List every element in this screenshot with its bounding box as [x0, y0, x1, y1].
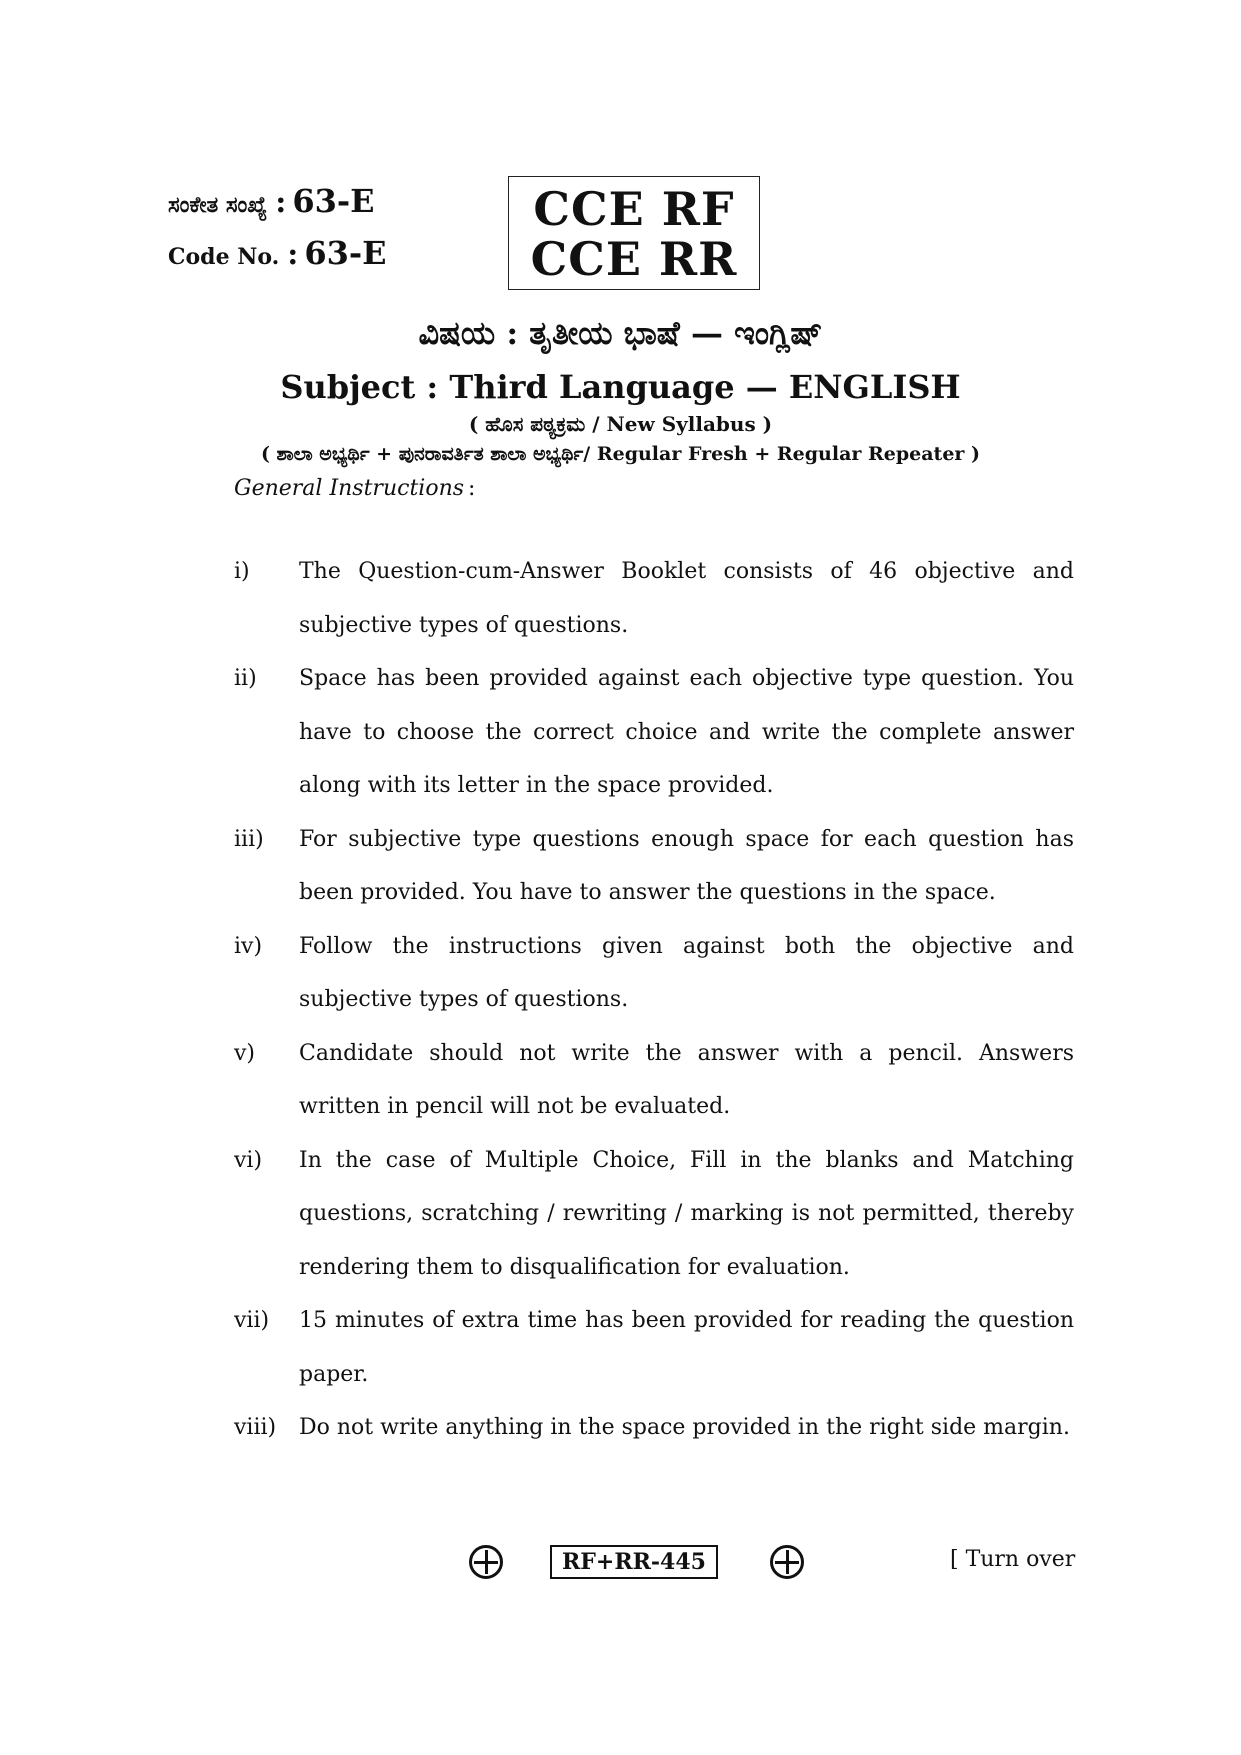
instruction-number: iv): [234, 933, 263, 959]
exam-type-line-2: CCE RR: [530, 232, 738, 286]
code-number-kannada: [168, 182, 375, 220]
code-label-english: Code No.: [168, 244, 280, 270]
general-instructions-colon: :: [468, 476, 476, 501]
instruction-text: Do not write anything in the space provided in the right side margin.: [299, 1415, 1070, 1440]
subject-title-english: Subject : Third Language — ENGLISH: [280, 368, 961, 406]
registration-mark-icon: [469, 1545, 503, 1579]
syllabus-note: ( ಹೊಸ ಪಠ್ಯಕ್ರಮ / New Syllabus ): [468, 412, 773, 436]
general-instructions-title: General Instructions: [234, 476, 465, 501]
code-label-kannada: ಸಂಕೇತ ಸಂಖ್ಯೆ: [168, 192, 268, 218]
instruction-text: In the case of Multiple Choice, Fill in the blanks and Matching questions, scratching / rewriting / marking is not permitted, thereby rendering them to disqualification for evaluation.: [299, 1147, 1074, 1280]
instruction-number: i): [234, 559, 250, 584]
instruction-text: 15 minutes of extra time has been provided for reading the question paper.: [299, 1308, 1074, 1387]
instruction-text: Candidate should not write the answer with a pencil. Answers written in pencil will not be evaluated.: [299, 1040, 1074, 1119]
instruction-item: [234, 920, 1074, 1027]
instructions-list: [234, 545, 1074, 1455]
candidate-type-note: ( ಶಾಲಾ ಅಭ್ಯರ್ಥಿ + ಪುನರಾವರ್ತಿತ ಶಾಲಾ ಅಭ್ಯರ್ಥಿ/ Regular Fresh + Regular Repeater ): [260, 443, 981, 465]
instruction-text: Follow the instructions given against both the objective and subjective types of questions.: [299, 933, 1074, 1012]
instruction-number: ii): [234, 666, 257, 691]
code-separator: :: [287, 237, 299, 272]
instruction-item: [234, 545, 1074, 652]
instruction-text: The Question-cum-Answer Booklet consists of 46 objective and subjective types of questions.: [299, 559, 1074, 638]
code-number-english: [168, 234, 387, 272]
subject-title-kannada: ವಿಷಯ : ತೃತೀಯ ಭಾಷೆ — ಇಂಗ್ಲಿಷ್: [418, 314, 823, 352]
instruction-item: [234, 1294, 1074, 1401]
instruction-item: [234, 813, 1074, 920]
instruction-item: [234, 1134, 1074, 1295]
instruction-number: vi): [234, 1147, 263, 1173]
instruction-item: [234, 1027, 1074, 1134]
instruction-text: Space has been provided against each objective type question. You have to choose the correct choice and write the complete answer along with its letter in the space provided.: [299, 666, 1074, 798]
general-instructions-heading: [234, 476, 475, 501]
instruction-item: [234, 652, 1074, 813]
instruction-number: viii): [234, 1415, 277, 1440]
instruction-item: [234, 1401, 1074, 1455]
paper-code-box: RF+RR-445: [550, 1545, 718, 1579]
instruction-text: For subjective type questions enough space for each question has been provided. You have to answer the questions in the space.: [299, 826, 1074, 905]
exam-type-box: [508, 176, 760, 290]
registration-mark-icon: [770, 1545, 804, 1579]
instruction-number: v): [234, 1040, 256, 1066]
code-separator: :: [275, 185, 287, 220]
instruction-number: iii): [234, 826, 264, 852]
code-value-english: 63-E: [304, 234, 387, 272]
exam-type-line-1: CCE RF: [533, 182, 735, 236]
code-value-kannada: 63-E: [292, 182, 375, 220]
instruction-number: vii): [234, 1308, 270, 1333]
turn-over-note: [ Turn over: [950, 1547, 1076, 1572]
